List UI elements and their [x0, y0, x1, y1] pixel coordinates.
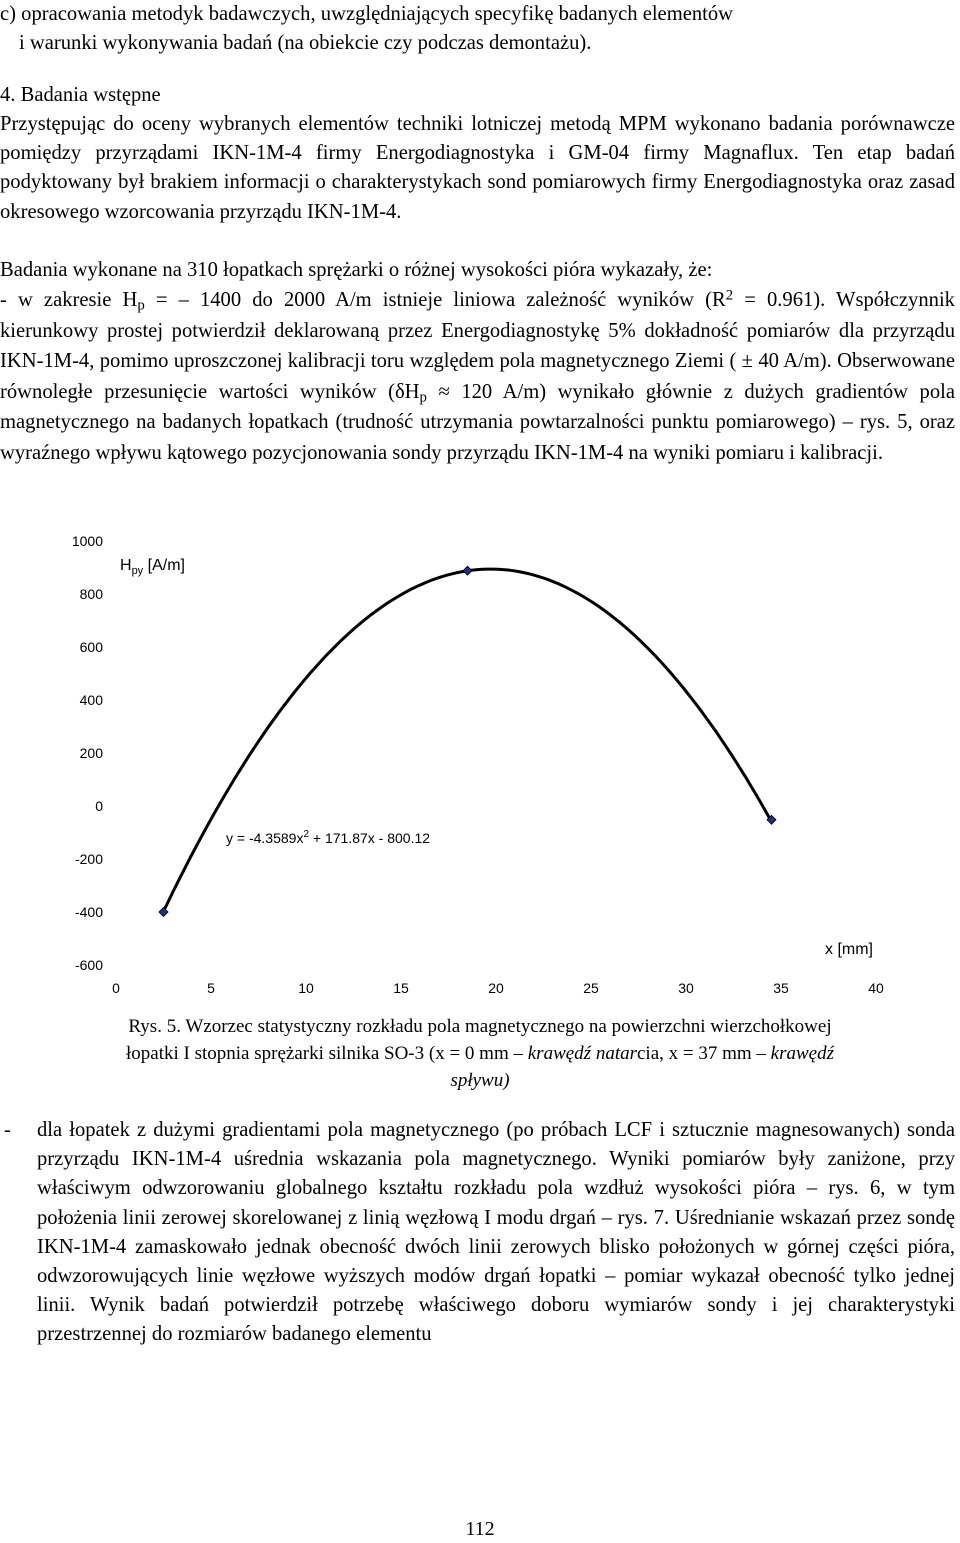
intro-line-1-text: c) opracowania metodyk badawczych, uwzględniających specyfikę badanych elementów: [0, 3, 734, 25]
y-tick-label: 0: [95, 798, 103, 814]
y-axis-label-sub: py: [131, 565, 144, 577]
figure-caption-line-3: [0, 1067, 960, 1094]
trendline-equation: [226, 829, 430, 846]
caption-line-2-d: krawędź: [770, 1043, 834, 1064]
p3-sup-b: 2: [725, 287, 734, 304]
equation-rest: + 171.87x - 800.12: [309, 830, 431, 846]
p3-text-b: = – 1400 do 2000 A/m istnieje liniowa zależność wyników (R: [144, 289, 726, 311]
equation-sup: 2: [303, 829, 309, 840]
caption-line-3-text: spływu): [450, 1070, 510, 1091]
y-tick-label: 600: [79, 639, 103, 655]
x-tick-label: 30: [678, 980, 694, 996]
p3-text-c: = 0.961). Współczynnik kierunkowy prostej potwierdził deklarowaną przez Energodiagnostykę 5% dokładność pomiarów dla przyrządu IKN-1M-4, pomimo uproszczonej kalibracji toru względem pola magnetycznego Ziemi ( ± 40 A/m). Obserwowane równoległe przesunięcie wartości wyników (δH: [0, 289, 955, 403]
paragraph-2-text: Badania wykonane na 310 łopatkach sprężarki o różnej wysokości pióra wykazały, że:: [0, 259, 713, 281]
data-marker: [463, 566, 472, 575]
paragraph-3: [0, 285, 955, 469]
list-item-dash: -: [4, 1119, 11, 1141]
caption-line-1-text: Rys. 5. Wzorzec statystyczny rozkładu pola magnetycznego na powierzchni wierzchołkowej: [128, 1016, 832, 1037]
x-tick-label: 15: [393, 980, 409, 996]
x-axis-ticks: [112, 980, 884, 996]
x-tick-label: 5: [207, 980, 215, 996]
list-item-text: dla łopatek z dużymi gradientami pola magnetycznego (po próbach LCF i sztucznie magnesowanych) sonda przyrządu IKN-1M-4 uśrednia wskazania pola magnetycznego. Wyniki pomiarów były zaniżone, przy właściwym odwzorowaniu globalnego kształtu rozkładu pola wzdłuż wysokości pióra – rys. 6, w tym położenia linii zerowej skorelowanej z linią węzłową I modu drgań – rys. 7. Uśrednianie wskazań przez sondę IKN-1M-4 zamaskowało jednak obecność dwóch linii zerowych blisko położonych w górnej części pióra, odwzorowujących linie węzłowe wyższych modów drgań łopatki – pomiar wykazał obecność tylko jednej linii. Wynik badań potwierdził potrzebę właściwego doboru wymiarów sondy i jej charakterystyki przestrzennej do rozmiarów badanego elementu: [37, 1119, 955, 1346]
x-tick-label: 25: [583, 980, 599, 996]
x-tick-label: 10: [298, 980, 314, 996]
x-tick-label: 35: [773, 980, 789, 996]
intro-line-2: [19, 29, 955, 58]
y-tick-label: 1000: [71, 533, 103, 549]
fit-curve: [164, 569, 772, 911]
y-tick-label: 800: [79, 586, 103, 602]
section-heading-text: 4. Badania wstępne: [0, 84, 161, 106]
data-marker: [159, 908, 168, 917]
page-number: [0, 1518, 960, 1541]
data-markers: [159, 566, 776, 916]
equation-main: y = -4.3589x: [226, 830, 304, 846]
caption-line-2-b: krawędź natar: [527, 1043, 637, 1064]
x-tick-label: 20: [488, 980, 504, 996]
y-tick-label: -200: [74, 851, 103, 867]
section-heading: [0, 81, 955, 110]
paragraph-2: [0, 256, 955, 285]
figure-caption-line-1: [0, 1013, 960, 1040]
figure-caption-line-2: [0, 1040, 960, 1067]
caption-line-2-a: łopatki I stopnia sprężarki silnika SO-3 (x = 0 mm –: [126, 1043, 528, 1064]
intro-line-1: [0, 0, 955, 29]
p3-text-d: ≈ 120 A/m) wynikało głównie z dużych gradientów pola magnetycznego na badanych łopatkach (trudność utrzymania powtarzalności punktu pomiarowego) – rys. 5, oraz wyraźnego wpływu kątowego pozycjonowania sondy przyrządu IKN-1M-4 na wyniki pomiaru i kalibracji.: [0, 380, 955, 464]
caption-line-2-c: cia, x = 37 mm –: [637, 1043, 771, 1064]
p3-sub-c: p: [419, 389, 427, 406]
y-axis-label-main: H: [120, 557, 132, 574]
paragraph-1-text: Przystępując do oceny wybranych elementów techniki lotniczej metodą MPM wykonano badania porównawcze pomiędzy przyrządami IKN-1M-4 firmy Energodiagnostyka i GM-04 firmy Magnaflux. Ten etap badań podyktowany był brakiem informacji o charakterystykach sond pomiarowych firmy Energodiagnostyka oraz zasad okresowego wzorcowania przyrządu IKN-1M-4.: [0, 113, 955, 223]
y-tick-label: 400: [79, 692, 103, 708]
y-tick-label: 200: [79, 745, 103, 761]
p3-sub-a: p: [137, 297, 145, 314]
x-axis-label: x [mm]: [825, 941, 873, 958]
figure-chart: [0, 528, 960, 1008]
y-axis-label-unit: [A/m]: [143, 557, 185, 574]
intro-line-2-text: i warunki wykonywania badań (na obiekcie czy podczas demontażu).: [19, 32, 592, 54]
y-tick-label: -400: [74, 904, 103, 920]
y-axis-label: [120, 557, 185, 577]
p3-text-a: - w zakresie H: [0, 289, 138, 311]
paragraph-1: [0, 110, 955, 227]
y-axis-ticks: [72, 533, 103, 973]
list-item-paragraph: [37, 1116, 955, 1350]
y-tick-label: -600: [74, 957, 103, 973]
page-number-text: 112: [465, 1518, 495, 1540]
x-tick-label: 0: [112, 980, 120, 996]
x-tick-label: 40: [868, 980, 884, 996]
